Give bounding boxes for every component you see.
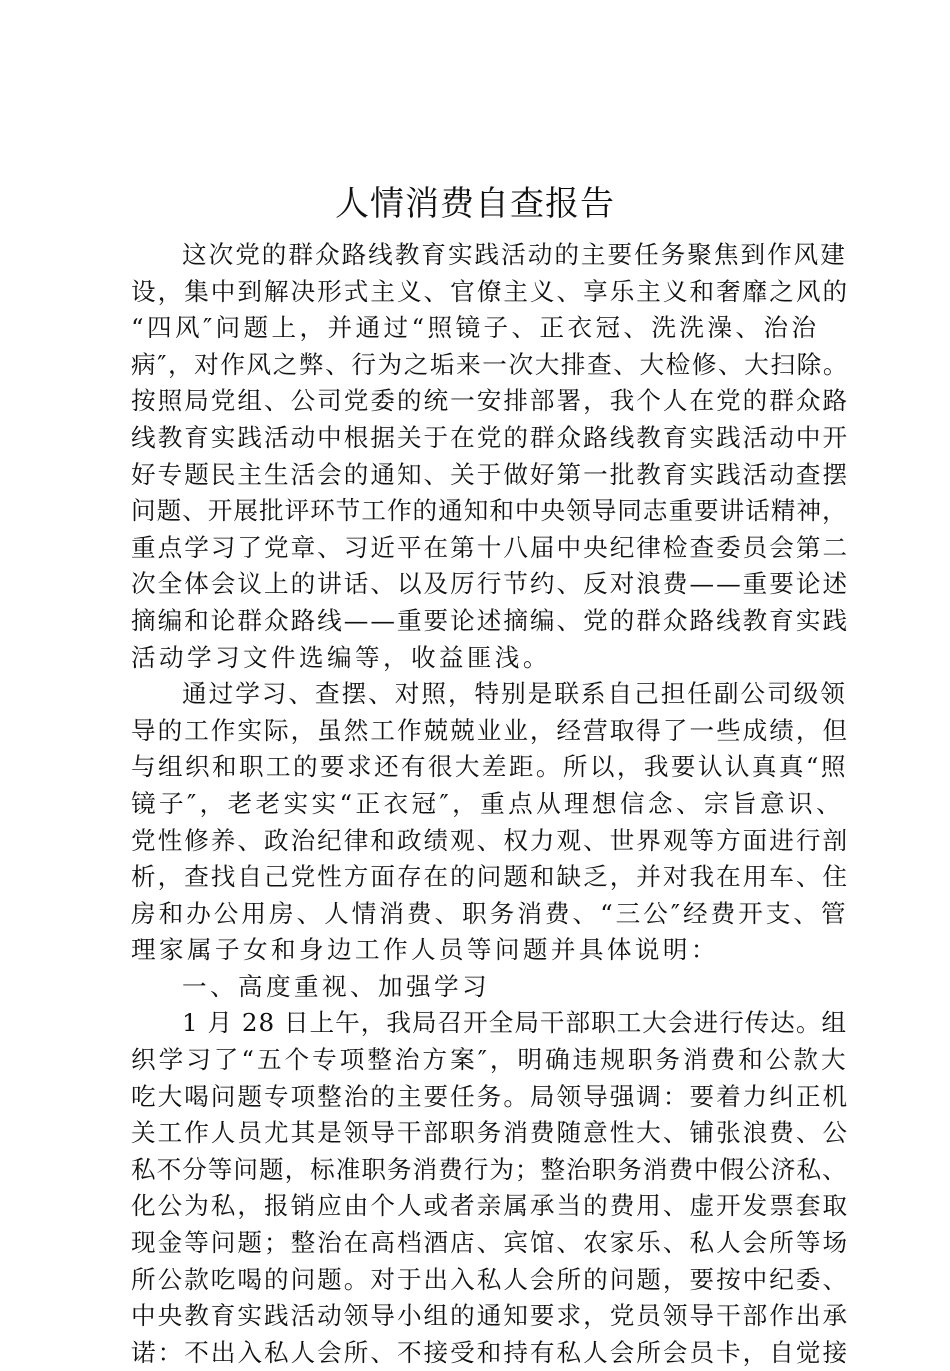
text-line: 织学习了“五个专项整治方案″，明确违规职务消费和公款大 bbox=[131, 1045, 849, 1075]
text-line: 房和办公用房、人情消费、职务消费、“三公″经费开支、管 bbox=[131, 898, 849, 928]
text-line: 次全体会议上的讲话、以及厉行节约、反对浪费——重要论述 bbox=[131, 569, 850, 599]
text-line: 镜子″，老老实实“正衣冠″，重点从理想信念、宗旨意识、 bbox=[131, 788, 844, 818]
text-line: 问题、开展批评环节工作的通知和中央领导同志重要讲话精神， bbox=[131, 496, 848, 526]
text-line: 1 月 28 日上午，我局召开全局干部职工大会进行传达。组 bbox=[182, 1008, 848, 1038]
text-line: 关工作人员尤其是领导干部职务消费随意性大、铺张浪费、公 bbox=[131, 1118, 850, 1148]
text-line: 设，集中到解决形式主义、官僚主义、享乐主义和奢靡之风的 bbox=[131, 276, 850, 306]
text-line: 中央教育实践活动领导小组的通知要求，党员领导干部作出承 bbox=[131, 1301, 850, 1331]
text-line: 导的工作实际，虽然工作兢兢业业，经营取得了一些成绩，但 bbox=[131, 715, 850, 745]
text-line: 诺：不出入私人会所、不接受和持有私人会所会员卡，自觉接 bbox=[131, 1337, 850, 1367]
text-line: 这次党的群众路线教育实践活动的主要任务聚焦到作风建 bbox=[182, 240, 847, 269]
text-line: 与组织和职工的要求还有很大差距。所以，我要认认真真“照 bbox=[131, 752, 848, 782]
text-line: “四风″问题上，并通过“照镜子、正衣冠、洗洗澡、治治 bbox=[131, 313, 820, 343]
text-line: 党性修养、政治纪律和政绩观、权力观、世界观等方面进行剖 bbox=[131, 825, 850, 855]
text-line: 现金等问题；整治在高档酒店、宾馆、农家乐、私人会所等场 bbox=[131, 1228, 850, 1258]
text-line: 按照局党组、公司党委的统一安排部署，我个人在党的群众路 bbox=[131, 386, 850, 416]
text-line: 重点学习了党章、习近平在第十八届中央纪律检查委员会第二 bbox=[131, 532, 850, 562]
text-line: 病″，对作风之弊、行为之垢来一次大排查、大检修、大扫除。 bbox=[131, 349, 850, 379]
text-line: 通过学习、查摆、对照，特别是联系自己担任副公司级领 bbox=[182, 679, 847, 709]
document-body bbox=[131, 237, 850, 1371]
document-title: 人情消费自查报告 bbox=[335, 184, 615, 224]
text-line: 私不分等问题，标准职务消费行为；整治职务消费中假公济私、 bbox=[131, 1154, 848, 1184]
text-line: 化公为私，报销应由个人或者亲属承当的费用、虚开发票套取 bbox=[131, 1191, 850, 1221]
text-line: 线教育实践活动中根据关于在党的群众路线教育实践活动中开 bbox=[131, 422, 850, 452]
text-line: 好专题民主生活会的通知、关于做好第一批教育实践活动查摆 bbox=[131, 459, 850, 489]
text-line: 析，查找自己党性方面存在的问题和缺乏，并对我在用车、住 bbox=[131, 862, 850, 892]
text-line: 活动学习文件选编等，收益匪浅。 bbox=[131, 642, 551, 672]
text-line: 一、高度重视、加强学习 bbox=[182, 971, 490, 1001]
text-line: 所公款吃喝的问题。对于出入私人会所的问题，要按中纪委、 bbox=[131, 1264, 850, 1294]
text-line: 吃大喝问题专项整治的主要任务。局领导强调：要着力纠正机 bbox=[131, 1081, 850, 1111]
text-line: 理家属子女和身边工作人员等问题并具体说明： bbox=[131, 935, 719, 965]
text-line: 摘编和论群众路线——重要论述摘编、党的群众路线教育实践 bbox=[131, 605, 850, 635]
